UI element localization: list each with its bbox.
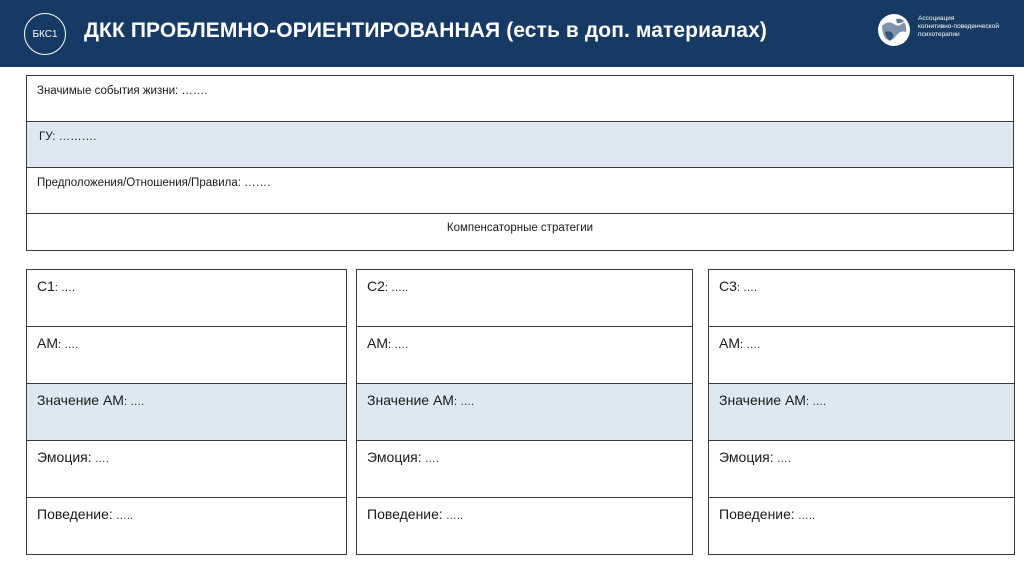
core-belief-row [27,122,1013,168]
behavior-cell [357,498,692,554]
situation-label: С1 [37,278,55,294]
automatic-thought-cell [357,327,692,384]
emotion-label: Эмоция: [367,449,422,465]
situation-value: : …. [736,282,758,294]
am-meaning-value: : …. [453,396,475,408]
situation-label: С2 [367,278,385,294]
am-label: АМ [719,335,740,351]
situation-cell [27,270,346,327]
situation-column-1 [26,269,347,555]
logo-line: Ассоциация [918,15,955,22]
life-events-row [27,76,1013,122]
header-bar [0,0,1024,67]
am-meaning-value: : …. [123,396,145,408]
behavior-label: Поведение: [367,506,443,522]
slide-badge: БКС1 [24,13,66,55]
emotion-cell [27,441,346,498]
behavior-cell [709,498,1014,554]
assumptions-row [27,168,1013,214]
emotion-cell [709,441,1014,498]
am-value: : …. [58,339,79,351]
logo-text [918,15,1018,39]
logo-line: психотерапии [918,31,960,38]
emotion-cell [357,441,692,498]
behavior-label: Поведение: [37,506,113,522]
core-belief-text: ГУ: ………. [39,131,97,143]
assumptions-text: Предположения/Отношения/Правила: ……. [37,177,271,189]
automatic-thought-cell [709,327,1014,384]
am-label: АМ [367,335,388,351]
page-title: ДКК ПРОБЛЕМНО-ОРИЕНТИРОВАННАЯ (есть в доп. материалах) [84,19,767,42]
emotion-value: …. [421,453,439,465]
life-events-text: Значимые события жизни: ……. [37,85,208,97]
situation-column-2 [356,269,693,555]
am-meaning-cell [357,384,692,441]
behavior-value: ….. [794,510,815,522]
situation-cell [709,270,1014,327]
am-value: : …. [388,339,409,351]
compensatory-row [27,214,1013,250]
compensatory-text: Компенсаторные стратегии [446,222,594,234]
am-meaning-label: Значение АМ [367,392,454,408]
am-label: АМ [37,335,58,351]
core-beliefs-table [26,75,1014,251]
emotion-label: Эмоция: [719,449,774,465]
logo-line: когнитивно-поведенческой [918,23,999,30]
am-value: : …. [740,339,761,351]
situation-value: : ….. [384,282,409,294]
behavior-value: ….. [112,510,133,522]
situation-value: : …. [54,282,76,294]
situation-cell [357,270,692,327]
emotion-value: …. [91,453,109,465]
automatic-thought-cell [27,327,346,384]
am-meaning-label: Значение АМ [37,392,124,408]
behavior-label: Поведение: [719,506,795,522]
situation-column-3 [708,269,1015,555]
am-meaning-label: Значение АМ [719,392,806,408]
situation-label: С3 [719,278,737,294]
emotion-label: Эмоция: [37,449,92,465]
behavior-value: ….. [442,510,463,522]
am-meaning-cell [27,384,346,441]
am-meaning-cell [709,384,1014,441]
globe-logo-icon [876,12,912,48]
behavior-cell [27,498,346,554]
am-meaning-value: : …. [805,396,827,408]
emotion-value: …. [773,453,791,465]
